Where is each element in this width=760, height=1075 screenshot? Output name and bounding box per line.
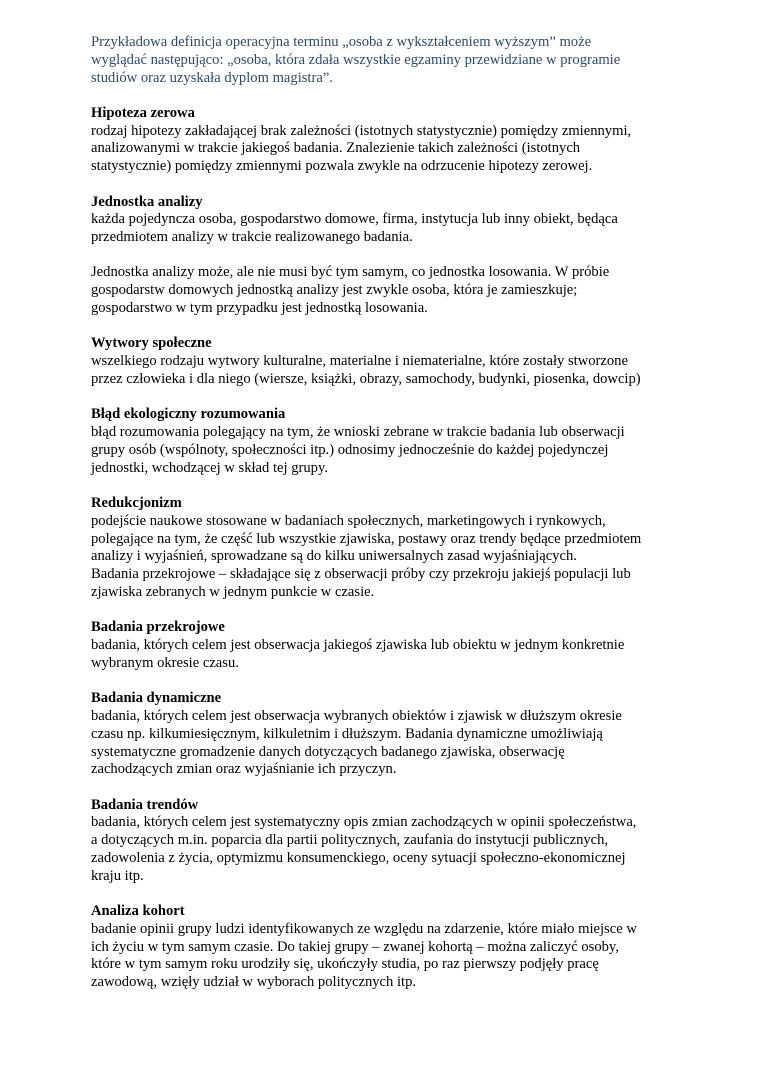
text-line: polegające na tym, że część lub wszystkie zjawiska, postawy oraz trendy będące przedmiotem	[91, 530, 642, 547]
term-heading: Hipoteza zerowa	[91, 104, 195, 121]
text-line: ich życiu w tym samym czasie. Do takiej grupy – zwanej kohortą – można zaliczyć osoby,	[91, 938, 619, 955]
definition-paragraph	[91, 211, 670, 247]
intro-section	[91, 34, 670, 87]
text-line: przedmiotem analizy w trakcie realizowanego badania.	[91, 229, 413, 246]
text-line: badanie opinii grupy ludzi identyfikowanych ze względu na zdarzenie, które miało miejsce w	[91, 920, 637, 937]
text-line: studiów oraz uzyskała dyplom magistra”.	[91, 69, 333, 86]
text-line: Przykładowa definicja operacyjna terminu „osoba z wykształceniem wyższym” może	[91, 34, 592, 50]
text-line: a dotyczących m.in. poparcia dla partii politycznych, zaufania do instytucji publicznych,	[91, 832, 609, 849]
text-line: badania, których celem jest systematyczny opis zmian zachodzących w opinii społeczeństwa,	[91, 814, 637, 831]
term-heading: Redukcjonizm	[91, 494, 182, 511]
definition-paragraph	[91, 708, 670, 779]
text-line: zachodzących zmian oraz wyjaśnianie ich przyczyn.	[91, 761, 397, 778]
intro-paragraph	[91, 34, 670, 87]
text-line: zawodową, wzięły udział w wyborach politycznych itp.	[91, 974, 417, 991]
definition-paragraph	[91, 264, 670, 317]
text-line: każda pojedyncza osoba, gospodarstwo domowe, firma, instytucja lub inny obiekt, będąca	[91, 211, 618, 228]
term-heading: Badania trendów	[91, 796, 199, 813]
definition-paragraph	[91, 123, 670, 176]
text-line: rodzaj hipotezy zakładającej brak zależności (istotnych statystycznie) pomiędzy zmiennymi,	[91, 122, 632, 139]
text-line: jednostki, wchodzącej w skład tej grupy.	[91, 459, 328, 476]
text-line: Badania przekrojowe – składające się z obserwacji próby czy przekroju jakiejś populacji lub	[91, 566, 631, 583]
text-line: błąd rozumowania polegający na tym, że wnioski zebrane w trakcie badania lub obserwacji	[91, 424, 625, 441]
definition-paragraph	[91, 353, 670, 389]
text-line: podejście naukowe stosowane w badaniach społecznych, marketingowych i rynkowych,	[91, 512, 606, 529]
text-line: wybranym okresie czasu.	[91, 654, 239, 671]
text-line: kraju itp.	[91, 867, 144, 884]
text-line: zjawiska zebranych w jednym punkcie w czasie.	[91, 583, 375, 600]
text-line: analizy i wyjaśnień, sprowadzane są do kilku uniwersalnych zasad wyjaśniających.	[91, 548, 577, 565]
text-line: czasu np. kilkumiesięcznym, kilkuletnim i dłuższym. Badania dynamiczne umożliwiają	[91, 725, 603, 742]
text-line: gospodarstw domowych jednostką analizy jest zwykle osoba, która je zamieszkuje;	[91, 282, 578, 299]
glossary-entry	[91, 335, 670, 388]
definition-paragraph	[91, 921, 670, 992]
glossary-entry	[91, 194, 670, 318]
text-line: zadowolenia z życia, optymizmu konsumenckiego, oceny sytuacji społeczno-ekonomicznej	[91, 849, 626, 866]
term-heading: Jednostka analizy	[91, 193, 203, 210]
text-line: gospodarstwo w tym przypadku jest jednostką losowania.	[91, 300, 428, 317]
glossary-entry	[91, 903, 670, 992]
text-line: które w tym samym roku urodziły się, ukończyły studia, po raz pierwszy podjęły pracę	[91, 956, 599, 973]
term-heading: Błąd ekologiczny rozumowania	[91, 406, 286, 423]
glossary-entry	[91, 495, 670, 602]
text-line: badania, których celem jest obserwacja wybranych obiektów i zjawisk w dłuższym okresie	[91, 707, 622, 724]
glossary-entry	[91, 619, 670, 672]
term-heading: Badania dynamiczne	[91, 690, 222, 707]
definition-paragraph	[91, 814, 670, 885]
term-heading: Badania przekrojowe	[91, 619, 225, 636]
glossary-entry	[91, 797, 670, 886]
glossary-entry	[91, 406, 670, 477]
text-line: badania, których celem jest obserwacja jakiegoś zjawiska lub obiektu w jednym konkretnie	[91, 637, 625, 654]
text-line: statystycznie) pomiędzy zmiennymi pozwala zwykle na odrzucenie hipotezy zerowej.	[91, 158, 593, 175]
term-heading: Wytwory społeczne	[91, 335, 212, 352]
definition-paragraph	[91, 637, 670, 673]
text-line: wszelkiego rodzaju wytwory kulturalne, materialne i niematerialne, które zostały stworzone	[91, 353, 628, 370]
definition-paragraph	[91, 424, 670, 477]
text-line: analizowanymi w trakcie jakiegoś badania. Znalezienie takich zależności (istotnych	[91, 140, 581, 157]
text-line: Jednostka analizy może, ale nie musi być tym samym, co jednostka losowania. W próbie	[91, 264, 610, 281]
text-line: grupy osób (wspólnoty, społeczności itp.) odnosimy jednocześnie do każdej pojedynczej	[91, 441, 609, 458]
definition-paragraph	[91, 513, 670, 602]
text-line: systematyczne gromadzenie danych dotyczących badanego zjawiska, obserwację	[91, 743, 565, 760]
glossary-entry	[91, 105, 670, 176]
glossary-entry	[91, 690, 670, 779]
text-line: wyglądać następująco: „osoba, która zdała wszystkie egzaminy przewidziane w programie	[91, 51, 621, 68]
text-line: przez człowieka i dla niego (wiersze, książki, obrazy, samochody, budynki, piosenka, dowcip)	[91, 370, 641, 387]
term-heading: Analiza kohort	[91, 903, 185, 920]
